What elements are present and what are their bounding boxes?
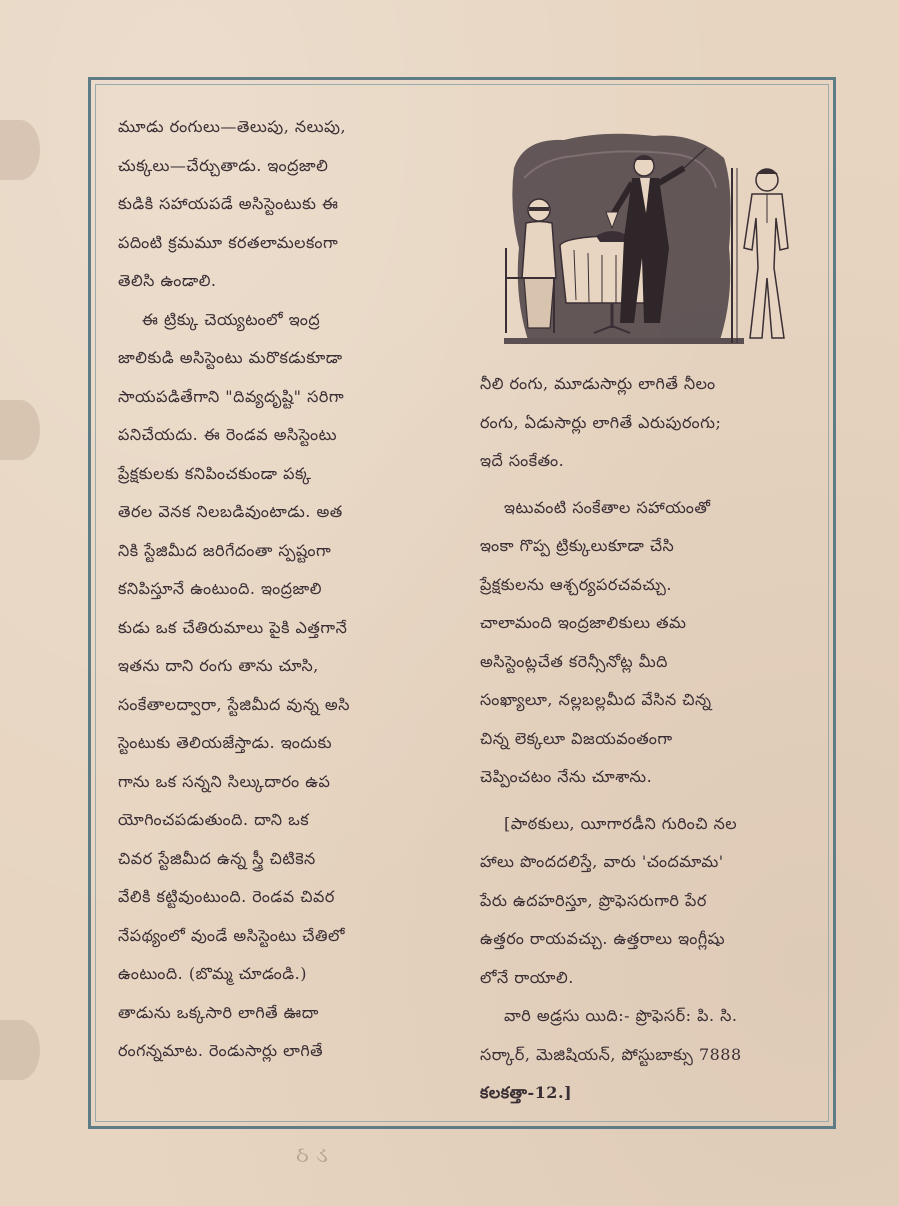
text-line: చిన్న లెక్కలూ విజయవంతంగా [480,728,673,748]
text-line: కుడు ఒక చేతిరుమాలు పైకి ఎత్తగానే [118,617,348,637]
address-line: కలకత్తా-12.] [480,1083,573,1102]
binding-hole [0,1020,40,1080]
text-line: కనిపిస్తూనే ఉంటుంది. ఇంద్రజాలి [118,579,322,598]
text-line: రంగన్నమాట. రెండుసార్లు లాగితే [118,1041,324,1060]
text-line: పదింటి క్రమమూ కరతలామలకంగా [118,232,339,252]
stage-floor [504,338,744,344]
text-line: ప్రేక్షకులను ఆశ్చర్యపరచవచ్చు. [480,574,673,594]
address-line: సర్కార్, మెజిషియన్, పోస్టుబాక్సు 7888 [480,1044,742,1064]
text-line: నీలి రంగు, మూడుసార్లు లాగితే నీలం [480,374,716,393]
text-line: చుక్కలు—చేర్చుతాడు. ఇంద్రజాలి [118,155,329,175]
text-line: ఇతను దాని రంగు తాను చూసి, [118,656,319,675]
text-line: సాయపడితేగాని "దివ్యదృష్టి" సరిగా [118,386,345,406]
text-line: కుడికి సహాయపడే అసిస్టెంటుకు ఈ [118,194,339,213]
text-line: సంఖ్యాలూ, నల్లబల్లమీద వేసిన చిన్న [480,690,712,709]
address-line: వారి అడ్రసు యిది:- ప్రొఫెసర్: పి. సి. [504,1006,738,1025]
text-line: నికి స్టేజిమీద జరిగేదంతా స్పష్టంగా [118,540,332,560]
text-line: సంకేతాలద్వారా, స్టేజిమీద వున్న అసి [118,694,350,714]
binding-hole [0,120,40,180]
editor-note-line: పేరు ఉదహరిస్తూ, ప్రొఫెసరుగారి పేర [480,890,707,910]
editor-note-line: లోనే రాయాలి. [480,967,574,987]
text-line: నేపథ్యంలో వుండే అసిస్టెంటు చేతిలో [118,925,345,945]
hidden-assistant [744,169,788,338]
text-line: స్టెంటుకు తెలియజేస్తాడు. ఇందుకు [118,733,333,752]
text-line: రంగు, ఏడుసార్లు లాగితే ఎరుపురంగు; [480,412,722,432]
text-line: అసిస్టెంట్లచేత కరెన్సీనోట్ల మీది [480,651,668,671]
text-line: ప్రేక్షకులకు కనిపించకుండా పక్క [118,463,312,483]
text-line: చెప్పించటం నేను చూశాను. [480,767,653,786]
text-line: పనిచేయదు. ఈ రెండవ అసిస్టెంటు [118,425,338,444]
text-line: చివర స్టేజిమీద ఉన్న స్త్రీ చిటికెన [118,848,316,868]
text-line: తెలిసి ఉండాలి. [118,271,217,290]
text-line: గాను ఒక సన్నని సిల్కుదారం ఉప [118,771,331,791]
text-line: తెరల వెనక నిలబడివుంటాడు. అత [118,502,343,521]
editor-note-line: హాలు పొందదలిస్తే, వారు 'చందమామ' [480,852,724,871]
right-text-column [480,365,820,1113]
pencil-margin-mark: ઠ ડ [296,1143,328,1168]
text-line: జాలికుడి అసిస్టెంటు మరొకడుకూడా [118,348,343,367]
editor-note-line: ఉత్తరం రాయవచ్చు. ఉత్తరాలు ఇంగ్లీషు [480,929,726,948]
text-line: ఇదే సంకేతం. [480,451,565,470]
text-line: ఇటువంటి సంకేతాల సహాయంతో [504,497,711,517]
binding-hole [0,400,40,460]
magic-trick-illustration [484,128,804,353]
text-line: యోగించపడుతుంది. దాని ఒక [118,810,310,829]
text-line: తాడును ఒక్కసారి లాగితే ఊదా [118,1002,319,1022]
text-line: ఈ ట్రిక్కు చెయ్యటంలో ఇంద్ర [142,309,321,329]
editor-note-line: [పాఠకులు, యీగారడీని గురించి నల [504,813,738,833]
left-text-column [118,108,463,1071]
text-line: వేలికి కట్టివుంటుంది. రెండవ చివర [118,887,335,906]
text-line: మూడు రంగులు—తెలుపు, నలుపు, [118,117,347,136]
text-line: చాలామంది ఇంద్రజాలికులు తమ [480,613,687,632]
text-line: ఉంటుంది. (బొమ్మ చూడండి.) [118,964,307,983]
text-line: ఇంకా గొప్ప ట్రిక్కులుకూడా చేసి [480,536,675,555]
